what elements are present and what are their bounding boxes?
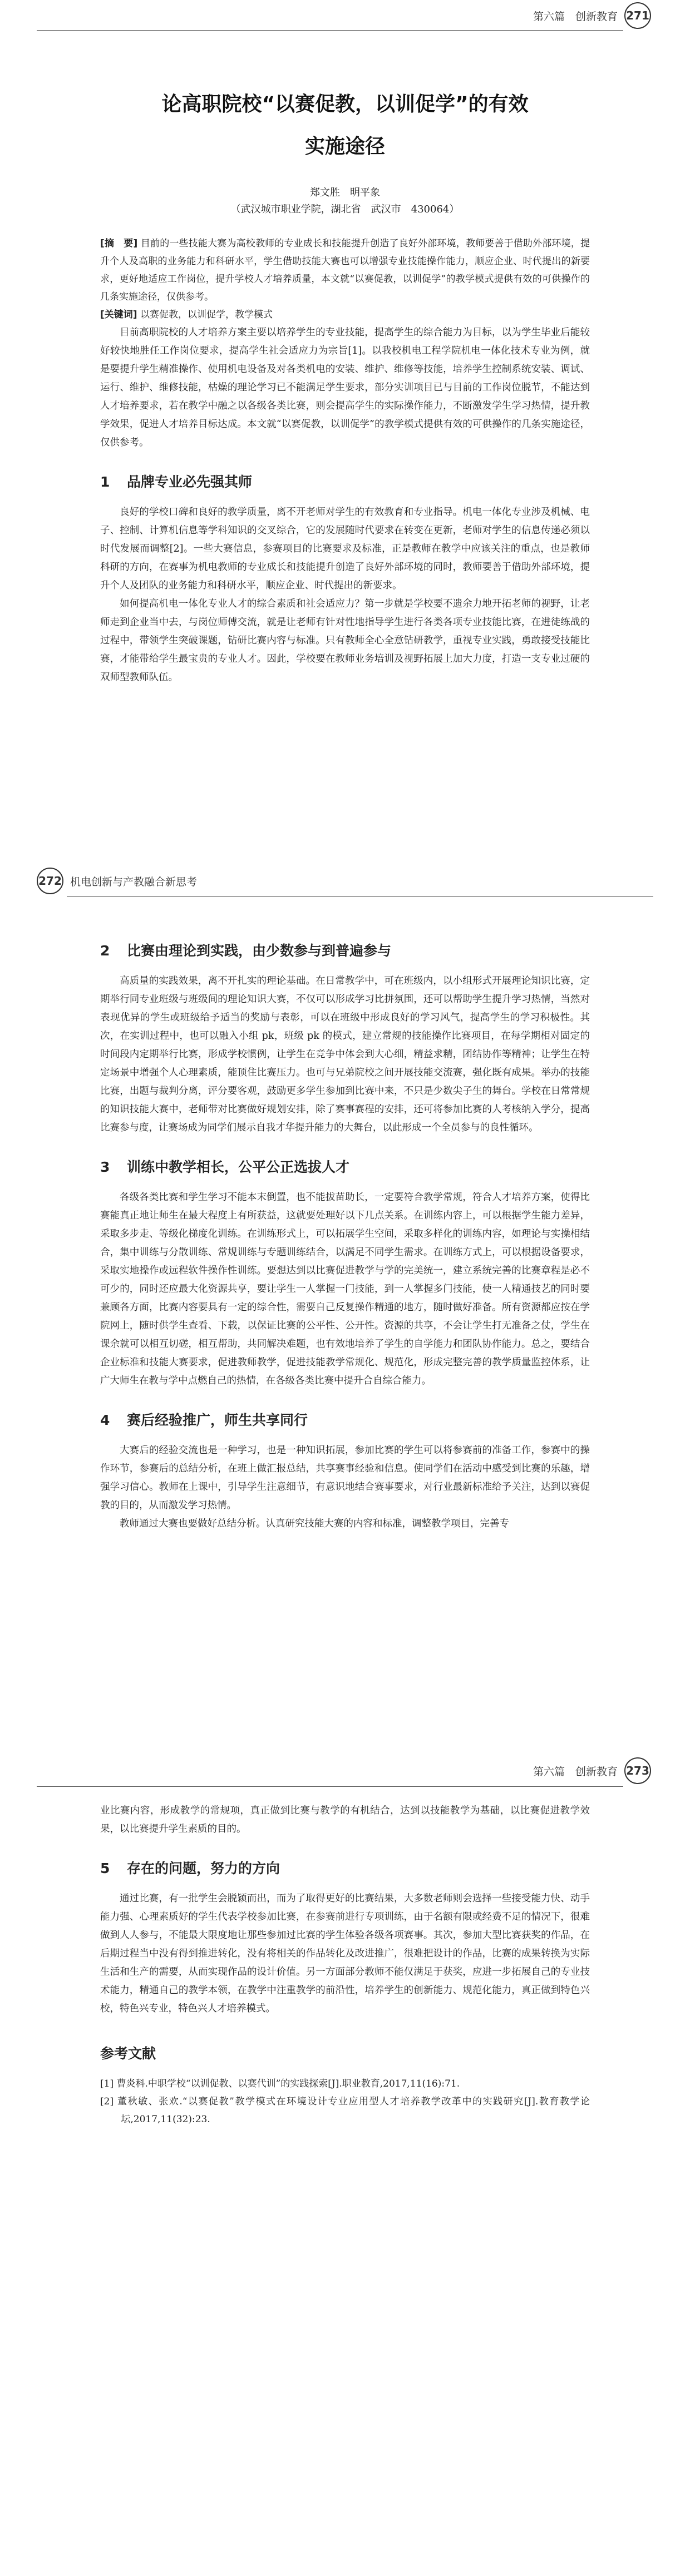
section-4-number: 4 xyxy=(100,1412,110,1428)
keywords xyxy=(100,306,590,324)
section-3-paragraph-1: 各级各类比赛和学生学习不能本末倒置，也不能拔苗助长，一定要符合教学常规，符合人才培养方案，使得比赛能真正地让师生在最大程度上有所获益，这就要处理好以下几点关系。在训练内容上，可以根据学生能力差异，采取多步走、等级化梯度化训练。在训练形式上，可以拓展学生空间，采取多样化的训练内容，如理论与实操相结合，集中训练与分散训练、常规训练与专题训练结合，以满足不同学生需求。在训练方式上，可以根据设备要求，采取实地操作或远程软件操作性训练。要想达到以比赛促进教学与学的完美统一，建立系统完善的比赛章程是必不可少的，同时还应最大化资源共享，要让学生一人掌握一门技能，到一人掌握多门技能，使一人精通技艺的同时要兼顾各方面，比赛内容要具有一定的综合性，需要自己反复操作精通的地方，随时做好准备。所有资源都应按在学院网上，随时供学生查看、下载，以保证比赛的公平性、公开性。资源的共享，不会让学生打无准备之仗，学生在课余就可以相互切磋，相互帮助，共同解决难题，也有效地培养了学生的自学能力和团队协作能力。总之，要结合企业标准和技能大赛要求，促进教师教学，促进技能教学常规化、规范化，形成完整完善的教学质量监控体系，让广大师生在教与学中点燃自己的热情，在各级各类比赛中提升合自综合能力。 xyxy=(100,1192,590,1386)
references-heading: 参考文献 xyxy=(100,2045,156,2062)
section-1-number: 1 xyxy=(100,474,110,490)
continued-paragraph: 业比赛内容，形成教学的常规项，真正做到比赛与教学的有机结合，达到以技能教学为基础，以比赛促进教学效果，以比赛提升学生素质的目的。 xyxy=(100,1805,590,1835)
page-header-right xyxy=(533,2,651,29)
section-2-heading xyxy=(100,940,590,962)
section-1-paragraph-2: 如何提高机电一体化专业人才的综合素质和社会适应力？第一步就是学校要不遗余力地开拓老师的视野，让老师走到企业当中去，与岗位师傅交流，就是让老师有针对性地指导学生进行各类各项专业技能比赛，在进徒练战的过程中，带领学生突破课题，钻研比赛内容与标准。只有教师全心全意钻研教学，重视专业实践，勇敢接受技能比赛，才能带给学生最宝贵的专业人才。因此，学校要在教师业务培训及视野拓展上加大力度，打造一支专业过硬的双师型教师队伍。 xyxy=(100,598,590,683)
section-4-heading xyxy=(100,1409,590,1431)
header-rule xyxy=(37,1786,623,1787)
article-title-line1: 论高职院校“以赛促教，以训促学”的有效 xyxy=(161,93,529,116)
section-5-heading xyxy=(100,1857,590,1880)
page-273-body xyxy=(100,1802,590,2128)
intro-paragraph: 目前高职院校的人才培养方案主要以培养学生的专业技能，提高学生的综合能力为目标，以为学生毕业后能较好较快地胜任工作岗位要求，提高学生社会适应力为宗旨[1]。以我校机电工程学院机电一体化技术专业为例，就是要提升学生精准操作、使用机电设备及对各类机电的安装、维护、维修等技能，培养学生控制系统安装、调试、运行、维护、维修技能，枯燥的理论学习已不能满足学生要求，部分实训项目已与目前的工作岗位脱节，不能达到人才培养要求，若在教学中融之以各级各类比赛，则会提高学生的实际操作能力，不断激发学生学习热情，提升教学效果，促进人才培养目标达成。本文就“以赛促教，以训促学”的教学模式提供有效的可供操作的几条实施途径，仅供参考。 xyxy=(100,327,590,448)
article-title-line2: 实施途径 xyxy=(304,135,385,158)
header-rule xyxy=(67,896,653,897)
section-2-paragraph-1: 高质量的实践效果，离不开扎实的理论基础。在日常教学中，可在班级内，以小组形式开展理论知识比赛，定期举行同专业班级与班级间的理论知识大赛，不仅可以形成学习比拼氛围，还可以帮助学生提升学习热情，当然对表现优异的学生或班级给予适当的奖励与表彰，可以在班级中形成良好的学习风气，提高学生的学习积极性。其次，在实训过程中，也可以融入小组 pk，班级 pk 的模式，建立常规的技能操作比赛项目，在每学期相对固定的时间段内定期举行比赛，形成学校惯例，让学生在竞争中体会到大心细，精益求精，团结协作等精神；让学生在特定场景中增强个人心理素质，能顶住比赛压力。也可与兄弟院校之间开展技能交流赛，强化既有成果。举办的技能比赛，出题与裁判分离，评分要客观，鼓励更多学生参加到比赛中来，不只是少数尖子生的舞台。学校在日常常规的知识技能大赛中，老师带对比赛做好规划安排，除了赛事赛程的安排，还可将参加比赛的人考核纳入学分，提高比赛参与度，让赛场成为同学们展示自我才华提升能力的大舞台，以此形成一个全员参与的良性循环。 xyxy=(100,975,590,1133)
page-number-badge: 273 xyxy=(624,1757,651,1784)
running-header: 第六篇 创新教育 xyxy=(533,10,618,23)
reference-item-1: [1] 曹炎科.中职学校“以训促教、以赛代训”的实践探索[J].职业教育,2017,11(16):71. xyxy=(100,2078,460,2089)
page-272 xyxy=(0,868,690,1735)
page-number-badge: 271 xyxy=(624,2,651,29)
authors: 郑文胜 明平象 xyxy=(310,187,380,199)
section-5-number: 5 xyxy=(100,1860,110,1876)
keywords-text: 以赛促教，以训促学，教学模式 xyxy=(140,309,273,320)
page-272-body xyxy=(100,940,590,1533)
page-header-left xyxy=(37,868,197,894)
section-4-title: 赛后经验推广，师生共享同行 xyxy=(127,1412,308,1428)
section-4-paragraph-1: 大赛后的经验交流也是一种学习，也是一种知识拓展，参加比赛的学生可以将参赛前的准备工作，参赛中的操作环节，参赛后的总结分析，在班上做汇报总结，共享赛事经验和信息。使同学们在活动中感受到比赛的乐趣，增强学习信心。教师在上课中，引导学生注意细节，有意识地结合赛事要求，对行业最新标准给予关注，达到以赛促教的目的，从而激发学习热情。 xyxy=(100,1445,590,1511)
page-number-badge: 272 xyxy=(37,868,63,894)
section-4-paragraph-2: 教师通过大赛也要做好总结分析。认真研究技能大赛的内容和标准，调整教学项目，完善专 xyxy=(120,1518,509,1529)
abstract xyxy=(100,235,590,306)
page-271 xyxy=(0,0,690,845)
abstract-label: [摘 要] xyxy=(100,238,138,249)
section-1-heading xyxy=(100,471,590,493)
running-header: 第六篇 创新教育 xyxy=(533,1765,618,1778)
section-3-title: 训练中教学相长，公平公正选拔人才 xyxy=(127,1159,350,1175)
section-2-number: 2 xyxy=(100,943,110,959)
section-5-title: 存在的问题，努力的方向 xyxy=(127,1860,280,1876)
affiliation: （武汉城市职业学院，湖北省 武汉市 430064） xyxy=(230,204,460,215)
page-header-right xyxy=(533,1757,651,1784)
section-3-number: 3 xyxy=(100,1159,110,1175)
running-header: 机电创新与产教融合新思考 xyxy=(70,875,198,888)
reference-item-2: [2] 董秋敏、张欢.“以赛促教”教学模式在环境设计专业应用型人才培养教学改革中的实践研究[J].教育教学论坛,2017,11(32):23. xyxy=(100,2096,590,2125)
section-3-heading xyxy=(100,1156,590,1178)
section-1-paragraph-1: 良好的学校口碑和良好的教学质量，离不开老师对学生的有效教育和专业指导。机电一体化专业涉及机械、电子、控制、计算机信息等学科知识的交叉综合，它的发展随时代要求在转变在更新，老师对学生的信息传递必须以时代发展而调整[2]。一些大赛信息，参赛项目的比赛要求及标准，正是教师在教学中应该关注的重点，也是教师科研的方向，在赛事为机电教师的专业成长和技能提升创造了良好外部环境的同时，教师要善于借助外部环境，提升个人及团队的业务能力和科研水平，顺应企业、时代提出的新要求。 xyxy=(100,507,590,591)
section-1-title: 品牌专业必先强其师 xyxy=(127,474,253,490)
article-front-matter xyxy=(100,83,590,687)
keywords-label: [关键词] xyxy=(100,309,137,320)
section-2-title: 比赛由理论到实践，由少数参与到普遍参与 xyxy=(127,943,392,959)
header-rule xyxy=(37,30,623,31)
page-273 xyxy=(0,1757,690,2576)
section-5-paragraph-1: 通过比赛，有一批学生会脱颖而出，而为了取得更好的比赛结果，大多数老师则会选择一些接受能力快、动手能力强、心理素质好的学生代表学校参加比赛，在参赛前进行专项训练，由于名额有限或经费不足的情况下，很难做到人人参与，不能最大限度地让那些参加过比赛的学生体验各级各项赛事。其次，参加大型比赛获奖的作品，在后期过程当中没有得到推进转化，没有将相关的作品转化及改进推广，很难把设计的作品，比赛的成果转换为实际生活和生产的需要，从而实现作品的设计价值。另一方面部分教师不能仅满足于获奖，应进一步拓展自己的专业技术能力，精通自己的教学本领，在教学中注重教学的前沿性，培养学生的创新能力、规范化能力，真正做到特色兴校，特色兴专业，特色兴人才培养模式。 xyxy=(100,1893,590,2014)
abstract-text: 目前的一些技能大赛为高校教师的专业成长和技能提升创造了良好外部环境，教师要善于借助外部环境，提升个人及高职的业务能力和科研水平，学生借助技能大赛也可以增强专业技能操作能力，顺应企业、时代提出的新要求，更好地适应工作岗位，提升学校人才培养质量，本文就“以赛促教，以训促学”的教学模式提供有效的可供操作的几条实施途径，仅供参考。 xyxy=(100,238,590,303)
